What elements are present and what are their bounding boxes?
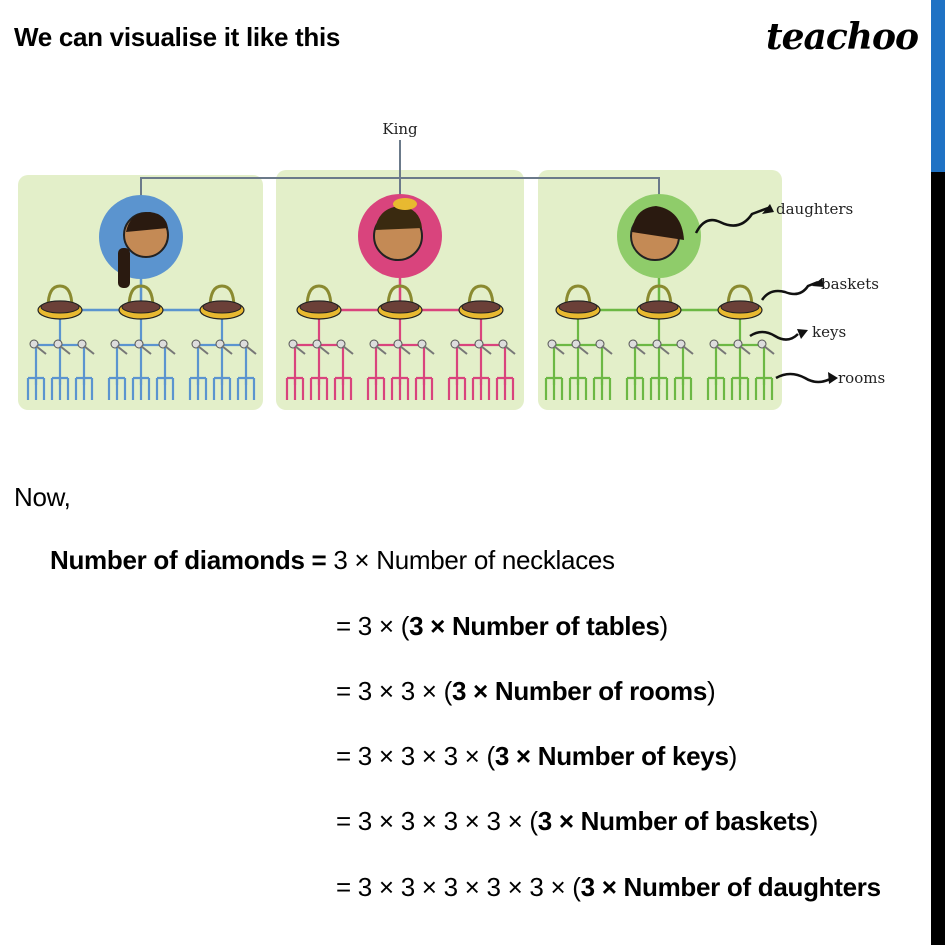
equation-lhs: Number of diamonds = xyxy=(50,545,327,575)
equation-tail: ) xyxy=(809,806,818,836)
equation-bold: 3 × Number of rooms xyxy=(451,676,708,706)
equation-line-6 xyxy=(336,872,881,903)
now-label: Now, xyxy=(14,482,71,512)
equation-line-1 xyxy=(50,545,615,576)
label-rooms: rooms xyxy=(838,369,886,387)
family-tree-diagram xyxy=(0,100,930,420)
label-baskets: baskets xyxy=(821,275,879,293)
equation-line-2 xyxy=(336,611,668,642)
equation-tail: ) xyxy=(707,676,716,706)
equation-line-3 xyxy=(336,676,715,707)
equation-plain: = 3 × 3 × 3 × 3 × 3 × ( xyxy=(336,872,581,902)
king-label: King xyxy=(382,120,418,138)
teachoo-logo: teachoo xyxy=(766,16,918,58)
equation-bold: 3 × Number of daughters xyxy=(580,872,881,902)
equation-bold: 3 × Number of tables xyxy=(409,611,660,641)
label-keys: keys xyxy=(812,323,847,341)
equation-tail: ) xyxy=(659,611,668,641)
label-daughters: daughters xyxy=(776,200,854,218)
equation-plain: = 3 × ( xyxy=(336,611,410,641)
equation-line-5 xyxy=(336,806,818,837)
scrollbar-thumb[interactable] xyxy=(931,0,945,172)
equation-tail: ) xyxy=(728,741,737,771)
equation-plain: = 3 × 3 × ( xyxy=(336,676,452,706)
page-heading: We can visualise it like this xyxy=(14,22,341,52)
equation-bold: 3 × Number of keys xyxy=(494,741,729,771)
equation-rhs: 3 × Number of necklaces xyxy=(326,545,615,575)
equation-plain: = 3 × 3 × 3 × ( xyxy=(336,741,495,771)
equation-plain: = 3 × 3 × 3 × 3 × ( xyxy=(336,806,538,836)
equation-bold: 3 × Number of baskets xyxy=(537,806,810,836)
equation-line-4 xyxy=(336,741,737,772)
